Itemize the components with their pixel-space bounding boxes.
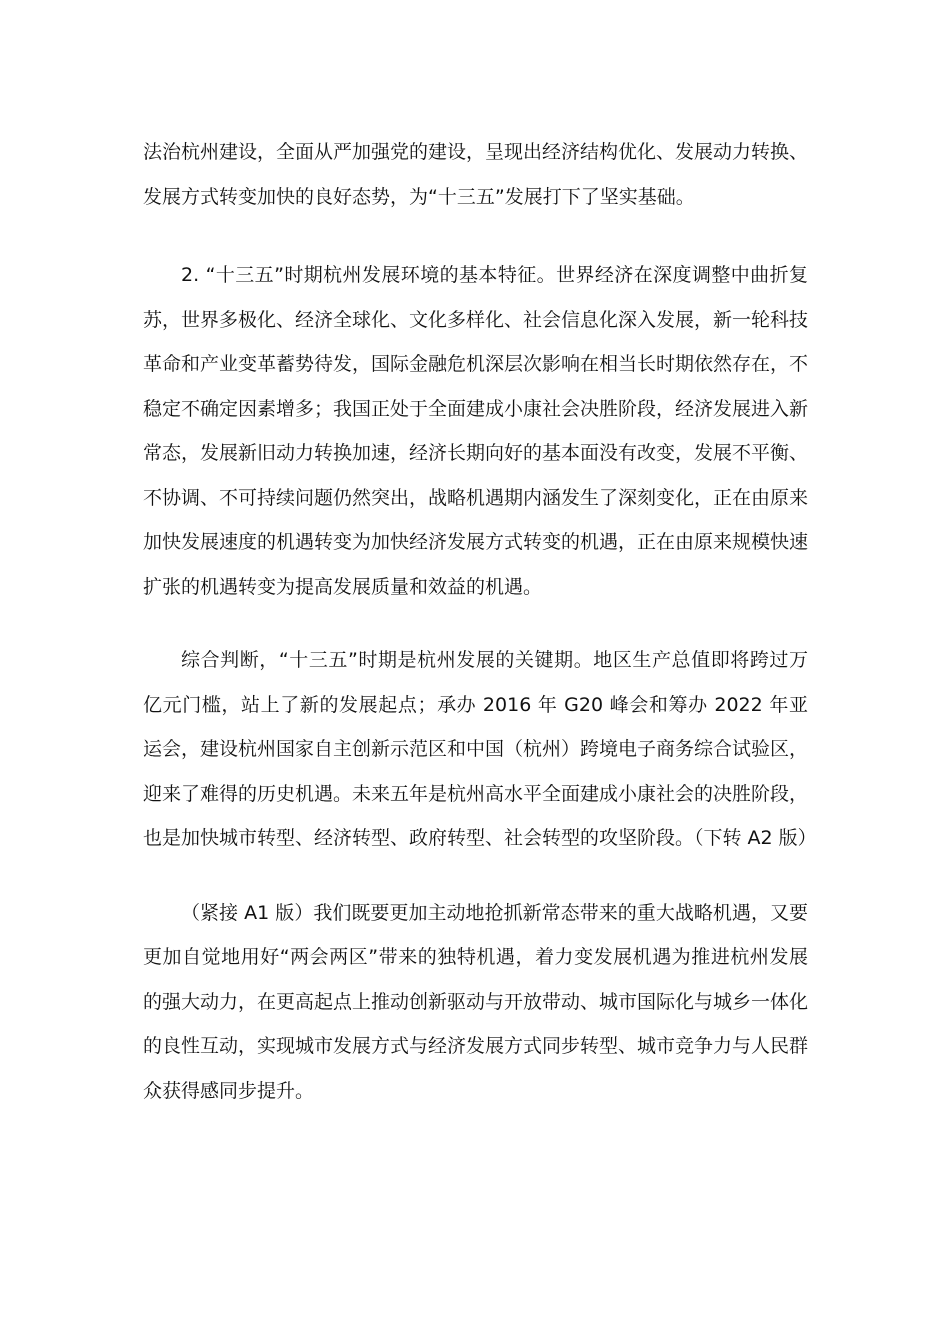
paragraph-development-environment: 2. “十三五”时期杭州发展环境的基本特征。世界经济在深度调整中曲折复苏，世界多极化、经济全球化、文化多样化、社会信息化深入发展，新一轮科技革命和产业变革蓄势待发，国际金融危机深层次影响在相当长时期依然存在，不稳定不确定因素增多；我国正处于全面建成小康社会决胜阶段，经济发展进入新常态，发展新旧动力转换加速，经济长期向好的基本面没有改变，发展不平衡、不协调、不可持续问题仍然突出，战略机遇期内涵发生了深刻变化，正在由原来加快发展速度的机遇转变为加快经济发展方式转变的机遇，正在由原来规模快速扩张的机遇转变为提高发展质量和效益的机遇。 xyxy=(143,264,809,598)
paragraph-continued-from-a1: （紧接 A1 版）我们既要更加主动地抢抓新常态带来的重大战略机遇，又要更加自觉地用好“两会两区”带来的独特机遇，着力变发展机遇为推进杭州发展的强大动力，在更高起点上推动创新驱动与开放带动、城市国际化与城乡一体化的良性互动，实现城市发展方式与经济发展方式同步转型、城市竞争力与人民群众获得感同步提升。 xyxy=(143,901,809,1102)
paragraph-continued: 法治杭州建设，全面从严加强党的建设，呈现出经济结构优化、发展动力转换、发展方式转变加快的良好态势，为“十三五”发展打下了坚实基础。 xyxy=(143,141,809,208)
body-text xyxy=(143,130,817,1113)
paragraph-overall-judgment: 综合判断，“十三五”时期是杭州发展的关键期。地区生产总值即将跨过万亿元门槛，站上了新的发展起点；承办 2016 年 G20 峰会和筹办 2022 年亚运会，建设杭州国家自主创新示范区和中国（杭州）跨境电子商务综合试验区，迎来了难得的历史机遇。未来五年是杭州高水平全面建成小康社会的决胜阶段，也是加快城市转型、经济转型、政府转型、社会转型的攻坚阶段。（下转 A2 版） xyxy=(143,649,817,849)
